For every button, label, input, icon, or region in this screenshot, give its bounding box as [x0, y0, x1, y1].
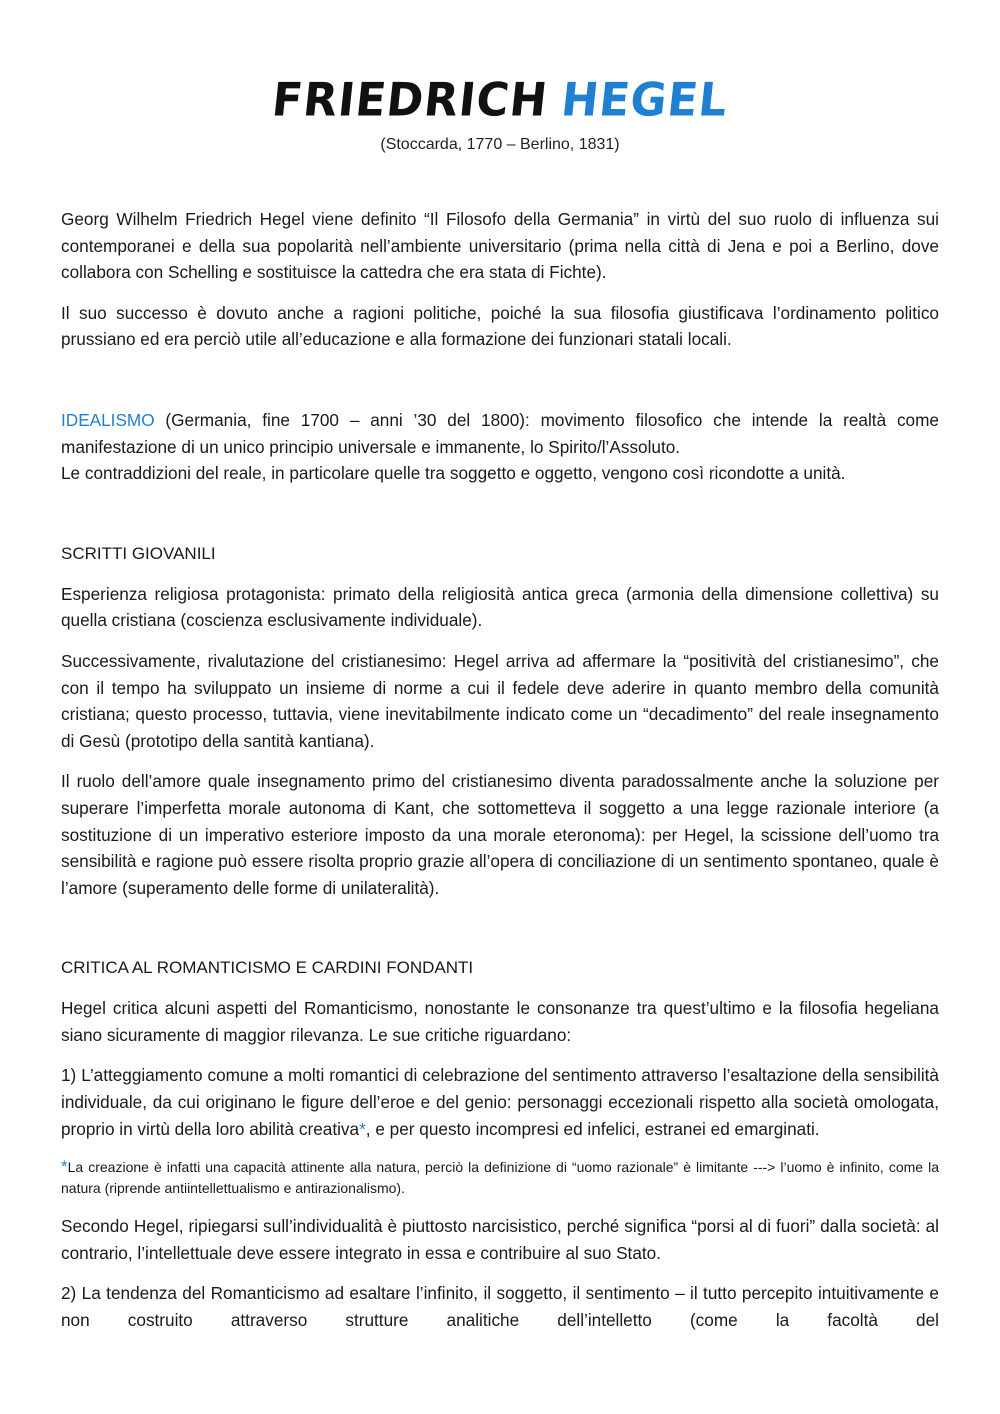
critica-point-1 — [61, 1062, 939, 1142]
section-gap — [61, 501, 939, 541]
document-body — [61, 206, 939, 1348]
idealismo-paragraph — [61, 407, 939, 487]
scritti-paragraph-1: Esperienza religiosa protagonista: primato della religiosità antica greca (armonia della dimensione collettiva) su quella cristiana (coscienza esclusivamente individuale). — [61, 583, 939, 631]
critica-point-1-text: 1) L’atteggiamento comune a molti romantici di celebrazione del sentimento attraverso l’esaltazione della sensibilità individuale, da cui originano le figure dell’eroe e del genio: personaggi eccezionali rispetto alla società omologata, proprio in virtù della loro abilità creativa — [61, 1065, 939, 1139]
section-gap — [61, 367, 939, 407]
critica-paragraph-2: Secondo Hegel, ripiegarsi sull’individualità è piuttosto narcisistico, perché significa “porsi al di fuori” dalla società: al contrario, l’intellettuale deve essere integrato in essa e contribuire al suo Stato. — [61, 1216, 939, 1263]
title-second-word: HEGEL — [558, 73, 731, 128]
footnote-star: * — [61, 1157, 68, 1177]
footnote-marker: * — [359, 1118, 366, 1139]
scritti-paragraph-2: Successivamente, rivalutazione del cristianesimo: Hegel arriva ad affermare la “positività del cristianesimo”, che con il tempo ha sviluppato un insieme di norme a cui il fedele deve aderire in quanto membro della comunità cristiana; questo processo, tuttavia, viene inevitabilmente indicato come un “decadimento” del reale insegnamento di Gesù (prototipo della santità kantiana). — [61, 650, 939, 751]
idealismo-definition-2: Le contraddizioni del reale, in particolare quelle tra soggetto e oggetto, vengono così ricondotte a unità. — [61, 463, 846, 484]
scritti-paragraph-3: Il ruolo dell’amore quale insegnamento primo del cristianesimo diventa paradossalmente anche la soluzione per superare l’imperfetta morale autonoma di Kant, che sottometteva il soggetto a una legge razionale interiore (a sostituzione di un imperativo esteriore imposto da una morale eteronoma): per Hegel, la scissione dell’uomo tra sensibilità e ragione può essere risolta proprio grazie all’opera di conciliazione di un sentimento spontaneo, quale è l’amore (superamento delle forme di unilateralità). — [61, 771, 939, 898]
intro-paragraph-2: Il suo successo è dovuto anche a ragioni politiche, poiché la sua filosofia giustificava l’ordinamento politico prussiano ed era perciò utile all’educazione e alla formazione dei funzionari statali locali. — [61, 302, 939, 350]
critica-paragraph-1: Hegel critica alcuni aspetti del Romanticismo, nonostante le consonanze tra quest’ultimo e la filosofia hegeliana siano sicuramente di maggior rilevanza. Le sue critiche riguardano: — [61, 998, 939, 1045]
section-heading-scritti: SCRITTI GIOVANILI — [61, 543, 216, 563]
section-gap — [61, 915, 939, 955]
critica-point-2: 2) La tendenza del Romanticismo ad esaltare l’infinito, il soggetto, il sentimento – il tutto percepito intuitivamente e non costruito attraverso strutture analitiche dell’intelletto (come la facoltà del — [61, 1283, 939, 1331]
idealismo-definition: (Germania, fine 1700 – anni ’30 del 1800): movimento filosofico che intende la realtà come manifestazione di un unico principio universale e immanente, lo Spirito/l’Assoluto. — [61, 409, 939, 457]
page-title — [0, 73, 1000, 130]
critica-point-1-text-end: , e per questo incompresi ed infelici, estranei ed emarginati. — [365, 1118, 820, 1139]
idealismo-term: IDEALISMO — [61, 409, 155, 430]
section-heading-critica: CRITICA AL ROMANTICISMO E CARDINI FONDANTI — [61, 958, 474, 978]
intro-paragraph-1: Georg Wilhelm Friedrich Hegel viene definito “Il Filosofo della Germania” in virtù del suo ruolo di influenza sui contemporanei e della sua popolarità nell’ambiente universitario (prima nella città di Jena e poi a Berlino, dove collabora con Schelling e sostituisce la cattedra che era stata di Fichte). — [61, 209, 939, 283]
footnote — [61, 1156, 939, 1199]
footnote-text: La creazione è infatti una capacità attinente alla natura, perciò la definizione di “uomo razionale” è limitante ---> l’uomo è infinito, come la natura (riprende antiintellettualismo e antirazionalismo). — [61, 1159, 939, 1197]
title-first-word: FRIEDRICH — [269, 73, 551, 128]
page-subtitle: (Stoccarda, 1770 – Berlino, 1831) — [380, 136, 620, 153]
